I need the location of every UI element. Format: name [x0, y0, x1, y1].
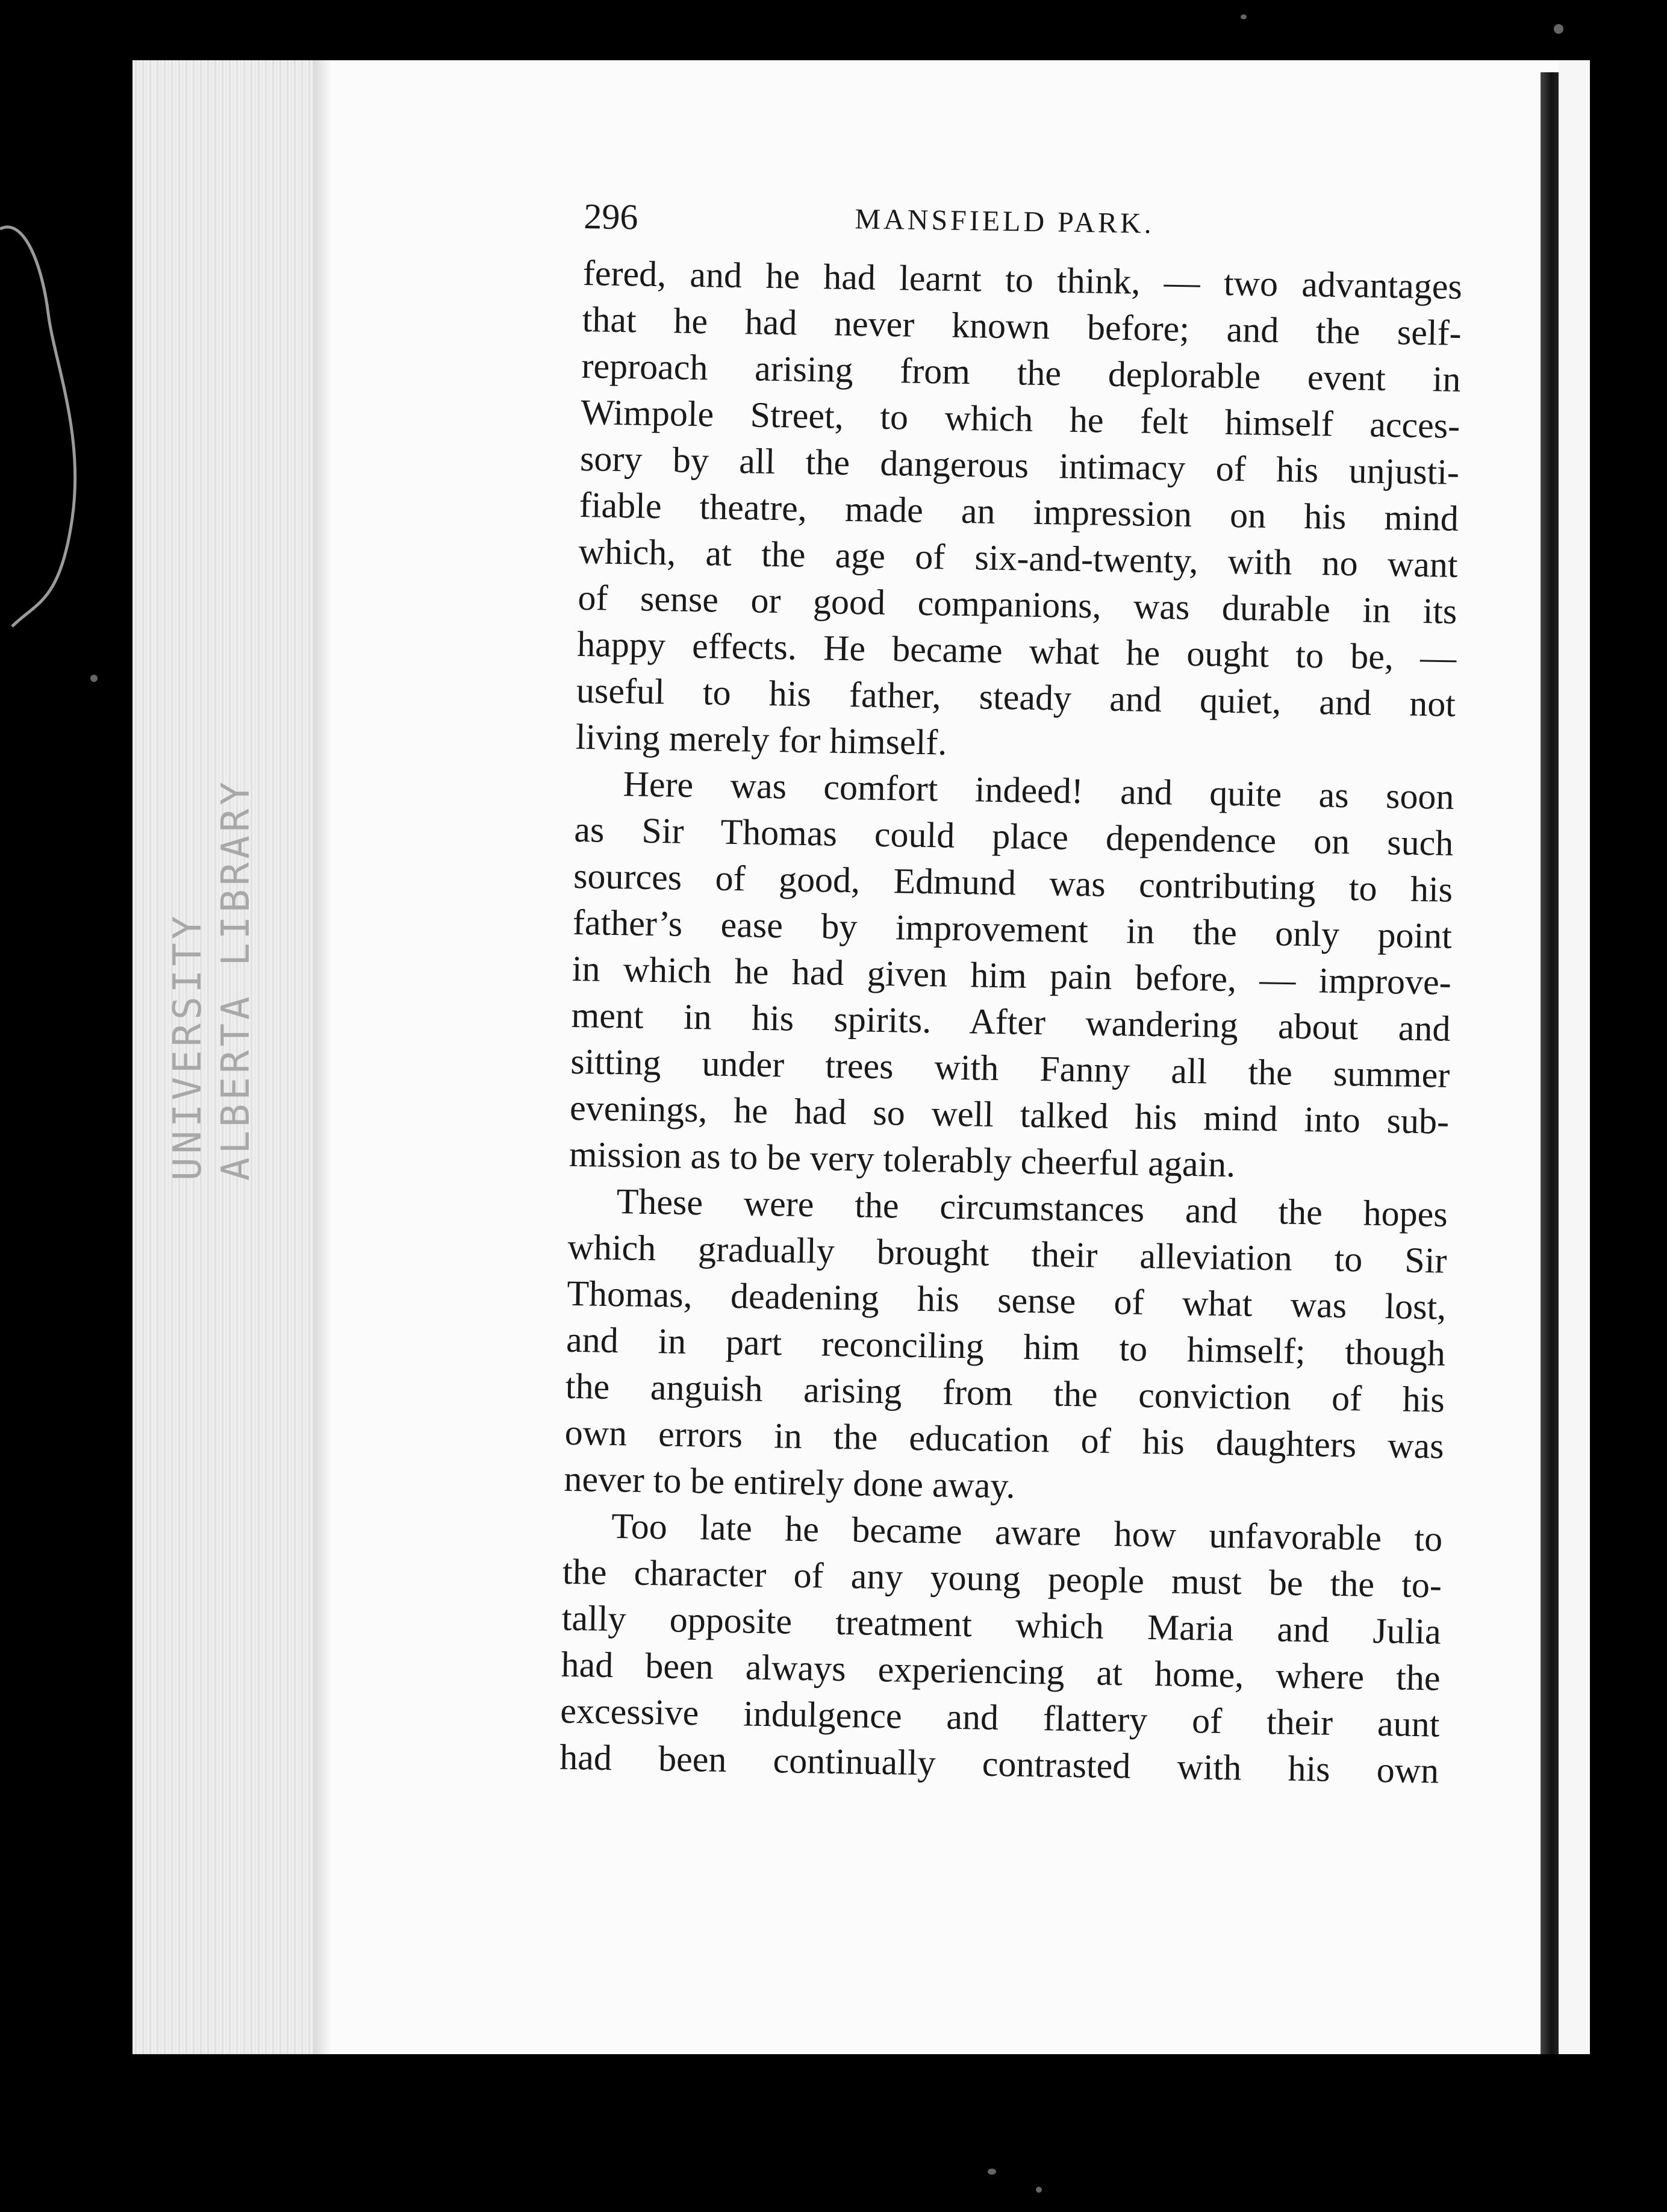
- dust-speck: [90, 675, 98, 682]
- page-edges: [132, 60, 315, 2054]
- text-line: that he had never known before; and the self-: [582, 299, 1462, 353]
- text-line: fiable theatre, made an impression on his mind: [579, 484, 1459, 539]
- library-stamp: [154, 723, 262, 1181]
- dust-speck: [1554, 24, 1563, 34]
- text-line: tally opposite treatment which Maria and Julia: [561, 1598, 1442, 1652]
- text-line: living merely for himself.: [575, 716, 947, 763]
- text-line: which gradually brought their alleviation to Sir: [567, 1226, 1447, 1281]
- page-number: 296: [583, 196, 638, 237]
- text-line: fered, and he had learnt to think, — two advantages: [582, 252, 1463, 307]
- text-line: of sense or good companions, was durable in its: [578, 577, 1457, 631]
- text-line: never to be entirely done away.: [564, 1458, 1016, 1506]
- text-line: excessive indulgence and flattery of their aunt: [559, 1690, 1440, 1745]
- text-line: sory by all the dangerous intimacy of his unjusti-: [579, 438, 1460, 492]
- text-line: evenings, he had so well talked his mind into sub-: [569, 1087, 1450, 1142]
- text-line: useful to his father, steady and quiet, and not: [576, 670, 1456, 724]
- text-line: had been always experiencing at home, where the: [561, 1644, 1441, 1698]
- text-line: sitting under trees with Fanny all the summer: [570, 1041, 1450, 1095]
- dust-speck: [1241, 14, 1247, 19]
- dust-speck: [988, 2169, 996, 2175]
- dust-speck: [1036, 2187, 1042, 2193]
- text-line: mission as to be very tolerably cheerful again.: [569, 1134, 1236, 1185]
- text-line: ment in his spirits. After wandering about and: [571, 995, 1451, 1049]
- text-line: happy effects. He became what he ought to be, —: [576, 623, 1457, 678]
- text-line: the character of any young people must be the to-: [562, 1551, 1442, 1605]
- text-block: [559, 196, 1584, 1796]
- text-line: own errors in the education of his daughters was: [564, 1412, 1445, 1466]
- text-line: Too late he became aware how unfavorable to: [611, 1505, 1443, 1559]
- text-line: Here was comfort indeed! and quite as soon: [623, 764, 1455, 817]
- text-line: Wimpole Street, to which he felt himself acces-: [580, 392, 1460, 446]
- stamp-line-1: UNIVERSITY: [166, 912, 210, 1181]
- text-line: Thomas, deadening his sense of what was lost,: [566, 1273, 1447, 1327]
- book-page: [132, 60, 1590, 2054]
- text-line: had been continually contrasted with his own: [559, 1737, 1439, 1791]
- text-line: sources of good, Edmund was contributing to his: [573, 855, 1453, 910]
- wire-mark: [0, 181, 102, 639]
- text-line: These were the circumstances and the hopes: [616, 1181, 1448, 1234]
- text-line: reproach arising from the deplorable event in: [581, 345, 1461, 399]
- stamp-line-2: ALBERTA LIBRARY: [214, 778, 258, 1181]
- text-line: the anguish arising from the conviction of his: [565, 1366, 1445, 1420]
- text-line: father’s ease by improvement in the only point: [572, 902, 1453, 956]
- text-line: in which he had given him pain before, — improve-: [572, 948, 1452, 1002]
- text-line: and in part reconciling him to himself; though: [566, 1319, 1446, 1373]
- text-line: as Sir Thomas could place dependence on such: [573, 809, 1454, 863]
- text-line: which, at the age of six-and-twenty, with no want: [578, 531, 1459, 585]
- book-title: MANSFIELD PARK.: [855, 203, 1155, 240]
